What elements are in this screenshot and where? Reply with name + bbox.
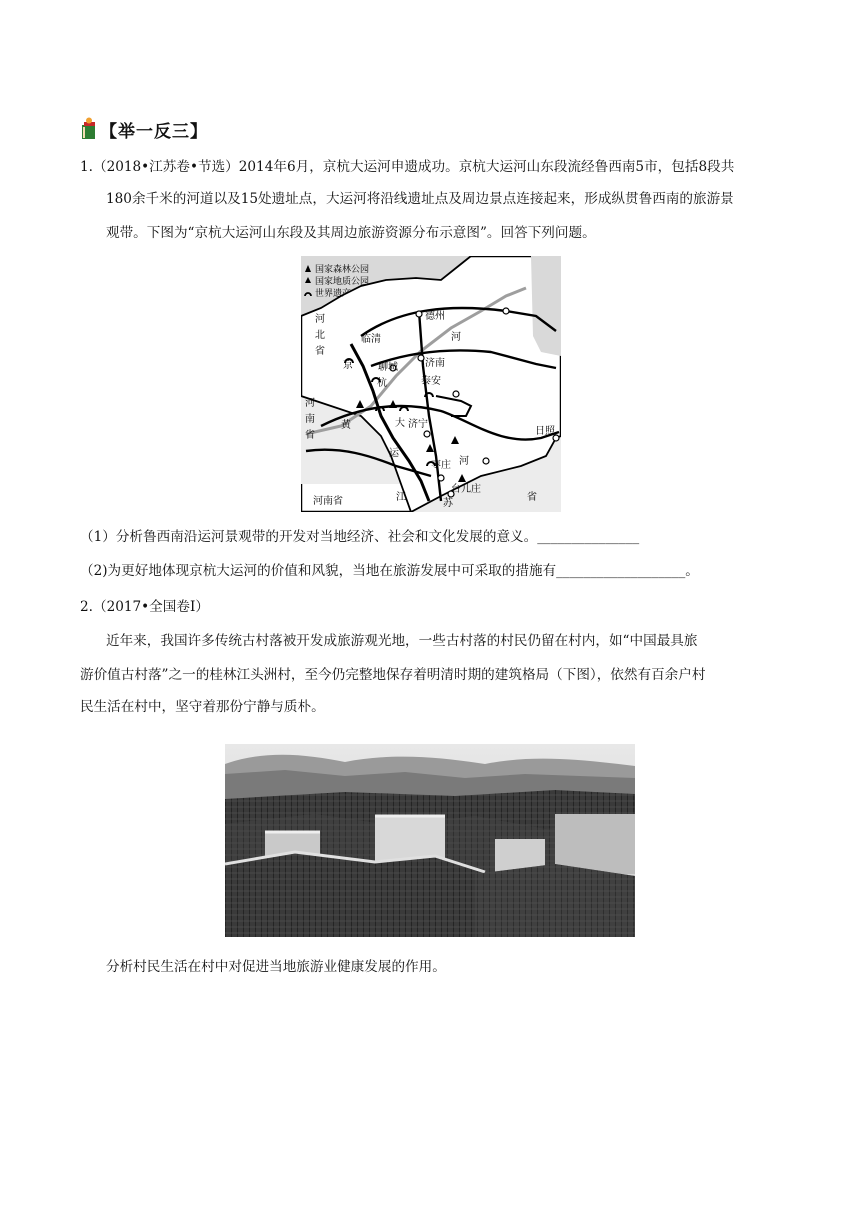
section-heading <box>80 116 208 142</box>
label-jining: 济宁 <box>408 419 428 430</box>
q2-paragraph-line3: 民生活在村中，坚守着那份宁静与质朴。 <box>80 699 325 715</box>
section-title: 【举一反三】 <box>100 121 208 142</box>
q1-line1: 1.（2018•江苏卷•节选）2014年6月，京杭大运河申遗成功。京杭大运河山东段流经鲁西南5市，包括8段共 <box>80 159 735 175</box>
label-hebei-3: 省 <box>315 346 325 357</box>
label-henan-3: 省 <box>305 430 315 441</box>
q1-line2: 180余千米的河道以及15处遗址点，大运河将沿线遗址点及周边景点连接起来，形成纵贯鲁西南的旅游景 <box>106 191 734 207</box>
label-taierzhuang: 台儿庄 <box>451 484 481 495</box>
label-dezhou: 德州 <box>425 311 445 322</box>
q1-sub2: （2)为更好地体现京杭大运河的价值和风貌，当地在旅游发展中可采取的措施有___________________。 <box>80 563 699 579</box>
label-henan-bottom: 河南省 <box>313 496 343 507</box>
label-canal-2: 杭 <box>377 378 387 389</box>
legend-world-heritage: 世界遗产 <box>315 289 352 299</box>
label-yellow-2: 河 <box>451 332 461 343</box>
label-yellow-1: 黄 <box>341 420 351 431</box>
label-jinan: 济南 <box>425 358 445 369</box>
label-canal-1: 京 <box>343 360 353 371</box>
label-jiangsu-3: 省 <box>527 492 537 503</box>
label-jiangsu-1: 江 <box>396 492 406 503</box>
label-taian: 泰安 <box>421 376 441 387</box>
q2-heading: 2.（2017•全国卷Ⅰ） <box>80 599 209 615</box>
label-zaozhuang: 枣庄 <box>431 460 451 471</box>
label-linqing: 临清 <box>361 334 381 345</box>
legend-geopark: 国家地质公园 <box>315 277 370 287</box>
label-hebei-1: 河 <box>315 314 325 325</box>
q1-sub1: （1）分析鲁西南沿运河景观带的开发对当地经济、社会和文化发展的意义。_______________ <box>80 529 640 545</box>
book-icon <box>80 117 98 141</box>
q2-paragraph-line2: 游价值古村落”之一的桂林江头洲村，至今仍完整地保存着明清时期的建筑格局（下图），依然有百余户村 <box>80 667 706 683</box>
q2-question: 分析村民生活在村中对促进当地旅游业健康发展的作用。 <box>106 959 446 975</box>
bohai-sea <box>531 256 561 356</box>
canal-tourism-map <box>301 256 561 512</box>
label-henan-1: 河 <box>305 398 315 409</box>
q2-paragraph-line1: 近年来，我国许多传统古村落被开发成旅游观光地，一些古村落的村民仍留在村内，如“中国最具旅 <box>106 633 698 649</box>
label-hebei-2: 北 <box>315 330 325 341</box>
label-canal-5: 河 <box>459 456 469 467</box>
label-canal-4: 运 <box>389 448 399 459</box>
q1-line3: 观带。下图为“京杭大运河山东段及其周边旅游资源分布示意图”。回答下列问题。 <box>106 225 596 241</box>
label-canal-3: 大 <box>395 418 405 429</box>
label-rizhao: 日照 <box>535 426 555 437</box>
label-henan-2: 南 <box>305 414 315 425</box>
label-liaocheng: 聊城 <box>378 362 398 373</box>
label-jiangsu-2: 苏 <box>443 498 453 509</box>
ancient-village-photo <box>225 744 635 937</box>
legend-forest-park: 国家森林公园 <box>315 265 370 275</box>
